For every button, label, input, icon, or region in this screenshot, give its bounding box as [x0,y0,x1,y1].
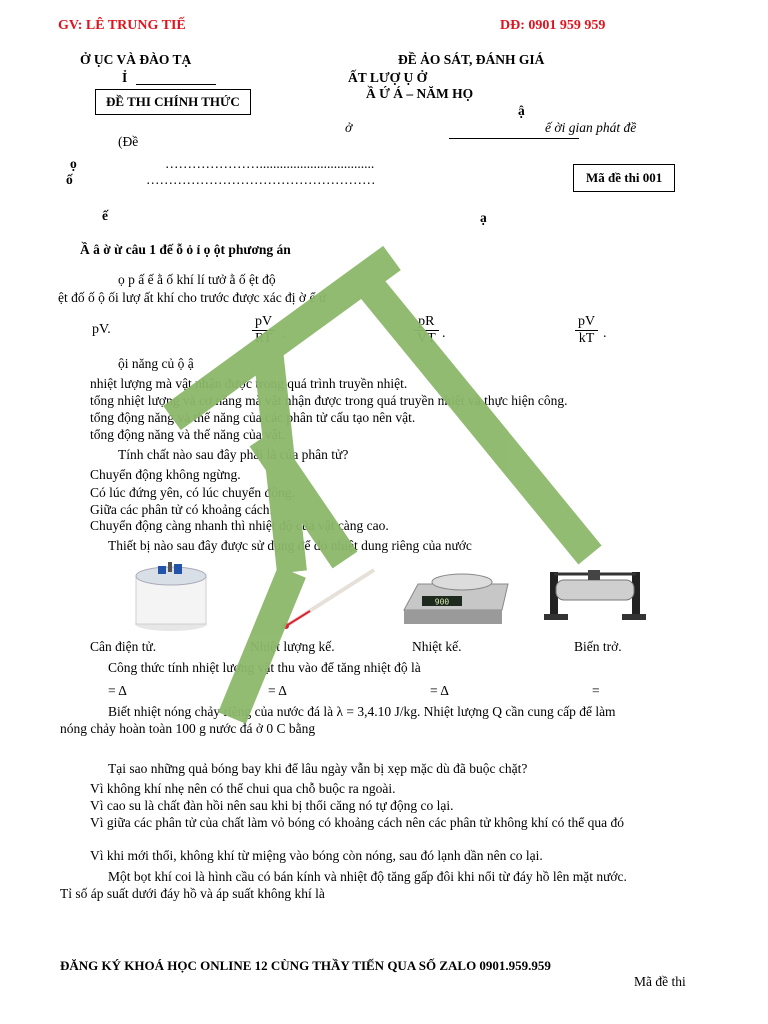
q2-option-b: tổng nhiệt lượng và cơ năng mà vật nhận được trong quá truyền nhiệt và thực hiện công. [90,393,568,408]
q2-option-d: tổng động năng và thế năng của vật. [90,427,285,442]
q7-option-b: Vì cao su là chất đàn hồi nên sau khi bị thổi căng nó tự động co lại. [90,798,454,813]
exam-title-line2: ẤT LƯỢ Ụ Ở [348,70,428,85]
exam-subject-line: ở [345,120,353,135]
exam-title-line3: Ầ Ứ Á – NĂM HỌ [366,86,474,101]
q4-option-c: Nhiệt kế. [412,639,462,654]
q1-option-c-dot: . [442,326,446,341]
part-heading-left: ế [102,208,108,223]
page-count-note: (Đề [118,134,139,149]
q5-option-d: = [592,683,600,698]
q2-option-c: tổng động năng và thế năng của các phân tử cấu tạo nên vật. [90,410,416,425]
q1-option-b-num: pV [252,314,275,331]
q3-option-d: Chuyển động càng nhanh thì nhiệt độ của vật càng cao. [90,518,389,533]
q1-option-d-den: kT [578,331,595,346]
calorimeter-image [130,560,212,632]
province-underline [136,84,216,85]
q1-option-d-dot: . [603,326,607,341]
electronic-scale-image [398,566,514,628]
q4-option-d: Biến trở. [574,639,622,654]
q7-option-a: Vì không khí nhẹ nên có thể chui qua chỗ buộc ra ngoài. [90,781,396,796]
part-instruction: Ầ â ờ ừ câu 1 đế ỗ ỏ ỉ ọ ột phương án [80,242,291,257]
q2-stem: ội năng củ ộ ậ [118,356,194,371]
q2-option-a: nhiệt lượng mà vật nhận được trong quá trình truyền nhiệt. [90,376,408,391]
student-id-label: ố [66,172,73,187]
q1-stem-line2: ệt đố ố ộ ối lượ ất khí cho trước được xác đị ờ ể ứ [58,290,327,305]
q3-option-c: Giữa các phân tử có khoảng cách. [90,502,273,517]
part-heading-right: ạ [480,210,487,225]
q1-option-d-num: pV [575,314,598,331]
teacher-phone: DĐ: 0901 959 959 [500,18,606,33]
q1-option-b [252,314,275,347]
footer-promo: ĐĂNG KÝ KHOÁ HỌC ONLINE 12 CÙNG THẦY TIẾN QUA SỐ ZALO 0901.959.959 [60,958,551,973]
footer-exam-code: Mã đề thi [634,974,686,989]
official-exam-box: ĐỀ THI CHÍNH THỨC [95,89,251,115]
exam-title-line4: ậ [518,103,525,118]
exam-code-box: Mã đề thi 001 [573,164,675,192]
q7-option-c: Vì giữa các phân tử của chất làm vỏ bóng có khoảng cách nên các phân tử không khí có thể qua đó [90,815,625,830]
q7-stem: Tại sao những quả bóng bay khi để lâu ngày vẫn bị xẹp mặc dù đã buộc chặt? [108,761,528,776]
exam-time-line: ế ời gian phát đề [545,120,637,135]
q1-option-c-num: pR [414,314,439,331]
q6-stem-line2: nóng chảy hoàn toàn 100 g nước đá ở 0 C bằng [60,721,316,736]
q5-option-c: = Δ [430,683,449,698]
scale-display: 900 [434,597,450,607]
q1-option-b-dot: . [282,326,286,341]
exam-title-line1: ĐỀ ẢO SÁT, ĐÁNH GIÁ [398,52,545,67]
student-name-label: ọ [70,156,77,171]
teacher-name: GV: LÊ TRUNG TIẾ [58,18,186,33]
q3-option-b: Có lúc đứng yên, có lúc chuyển động. [90,485,295,500]
q7-option-d: Vì khi mới thổi, không khí từ miệng vào bóng còn nóng, sau đó lạnh dần nên co lại. [90,848,543,863]
q8-stem-line1: Một bọt khí coi là hình cầu có bán kính và nhiệt độ tăng gấp đôi khi nổi từ đáy hồ lên mặt nước. [108,869,627,884]
q5-stem: Công thức tính nhiệt lượng vật thu vào để tăng nhiệt độ là [108,660,421,675]
q1-option-a: pV. [92,322,111,337]
q1-option-c [414,314,439,347]
student-name-dots: ………………….................................. [165,156,375,171]
q3-option-a: Chuyển động không ngừng. [90,467,241,482]
q1-option-d [575,314,598,347]
student-id-dots: …………………………………………… [146,172,376,187]
q5-option-a: = Δ [108,683,127,698]
time-underline [449,138,579,139]
q6-stem-line1: Biết nhiệt nóng chảy riêng của nước đá là λ = 3,4.10 J/kg. Nhiệt lượng Q cần cung cấp để làm [108,704,616,719]
rheostat-image [540,566,650,624]
thermometer-image [280,566,380,630]
department-line: Ở ỤC VÀ ĐÀO TẠ [80,52,192,67]
q1-option-c-den: VT [417,331,436,346]
q4-option-b: Nhiệt lượng kế. [250,639,335,654]
q4-stem: Thiết bị nào sau đây được sử dụng để đo nhiệt dung riêng của nước [108,538,472,553]
q8-stem-line2: Tỉ số áp suất dưới đáy hồ và áp suất không khí là [60,886,325,901]
q1-option-b-den: RT [255,331,273,346]
province-line: Ỉ [122,70,128,85]
q4-option-a: Cân điện tử. [90,639,157,654]
q1-stem-line1: ọ p ấ ế ằ ố khí lí tưở ằ ố ệt độ [118,272,276,287]
q5-option-b: = Δ [268,683,287,698]
q3-stem: Tính chất nào sau đây phải là của phân tử? [118,447,349,462]
